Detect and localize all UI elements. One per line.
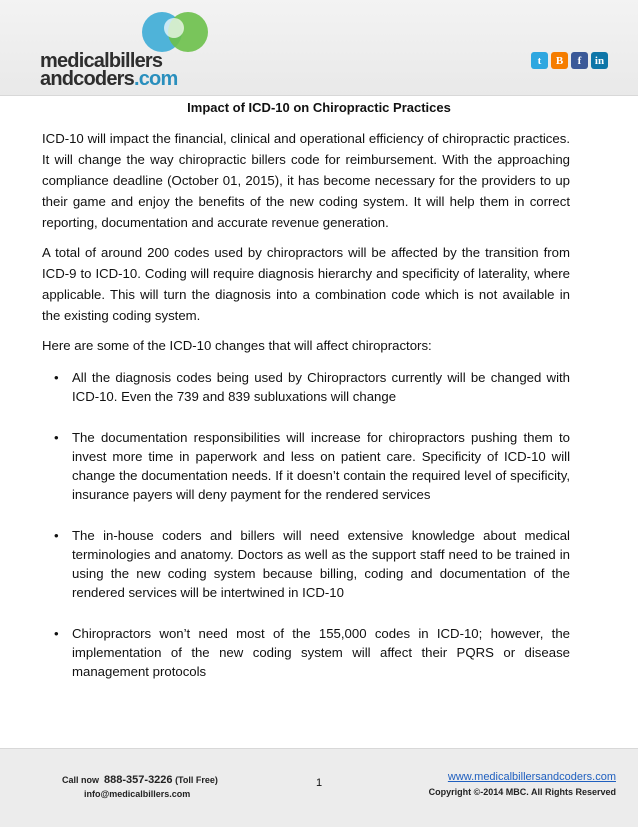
paragraph: ICD-10 will impact the financial, clinical and operational efficiency of chiropractic practices. It will change the way chiropractic billers code for reimbursement. With the approaching compliance deadline (October 01, 2015), it has become necessary for the providers to up their game and enjoy the benefits of the new coding system. It will help them in correct reporting, documentation and accurate revenue generation. [42,131,570,230]
bullet-icon: • [54,370,59,385]
page-footer [0,748,638,827]
social-links [531,52,608,69]
company-logo[interactable] [40,8,240,88]
bullet-icon: • [54,528,59,543]
copyright-text: Copyright ©-2014 MBC. All Rights Reserved [428,787,616,797]
logo-text-1: medicalbillers [40,50,163,72]
linkedin-icon[interactable]: in [591,52,608,69]
document-title: Impact of ICD-10 on Chiropractic Practices [187,100,451,115]
footer-right [429,770,616,800]
twitter-icon[interactable]: t [531,52,548,69]
toll-free-label: (Toll Free) [175,775,218,785]
page-number: 1 [316,777,323,789]
blogger-icon[interactable]: B [551,52,568,69]
document-body [42,128,570,703]
facebook-icon[interactable]: f [571,52,588,69]
email-link[interactable]: info@medicalbillers.com [84,789,191,799]
bullet-list [42,368,570,681]
bullet-icon: • [54,626,59,641]
contact-info [62,773,218,801]
paragraph: Here are some of the ICD-10 changes that will affect chiropractors: [42,338,432,353]
list-item: • The in-house coders and billers will need extensive knowledge about medical terminologies and anatomy. Doctors as well as the support staff need to be trained in using the new coding system because billing, coding and documentation of the rendered services will be intertwined in ICD-10 [54,528,570,600]
logo-text-2: andcoders.com [40,68,178,90]
bullet-icon: • [54,430,59,445]
call-label: Call now [62,775,100,785]
list-item: • All the diagnosis codes being used by Chiropractors currently will be changed with ICD-10. Even the 739 and 839 subluxations will change [54,370,570,404]
page-header [0,0,638,96]
phone-number[interactable]: 888-357-3226 [104,774,173,786]
paragraph: A total of around 200 codes used by chiropractors will be affected by the transition from ICD-9 to ICD-10. Coding will require diagnosis hierarchy and specificity of laterality, where applicable. This will turn the diagnosis into a combination code which is not available in the existing coding system. [42,245,570,323]
list-item: • Chiropractors won’t need most of the 155,000 codes in ICD-10; however, the implementation of the new coding system will affect their PQRS or disease management protocols [54,626,570,679]
website-link[interactable]: www.medicalbillersandcoders.com [447,771,616,783]
list-item: • The documentation responsibilities will increase for chiropractors pushing them to invest more time in paperwork and less on patient care. Specificity of ICD-10 will change the documentation needs. If it doesn’t contain the required level of specificity, insurance payers will deny payment for the rendered services [54,430,570,502]
